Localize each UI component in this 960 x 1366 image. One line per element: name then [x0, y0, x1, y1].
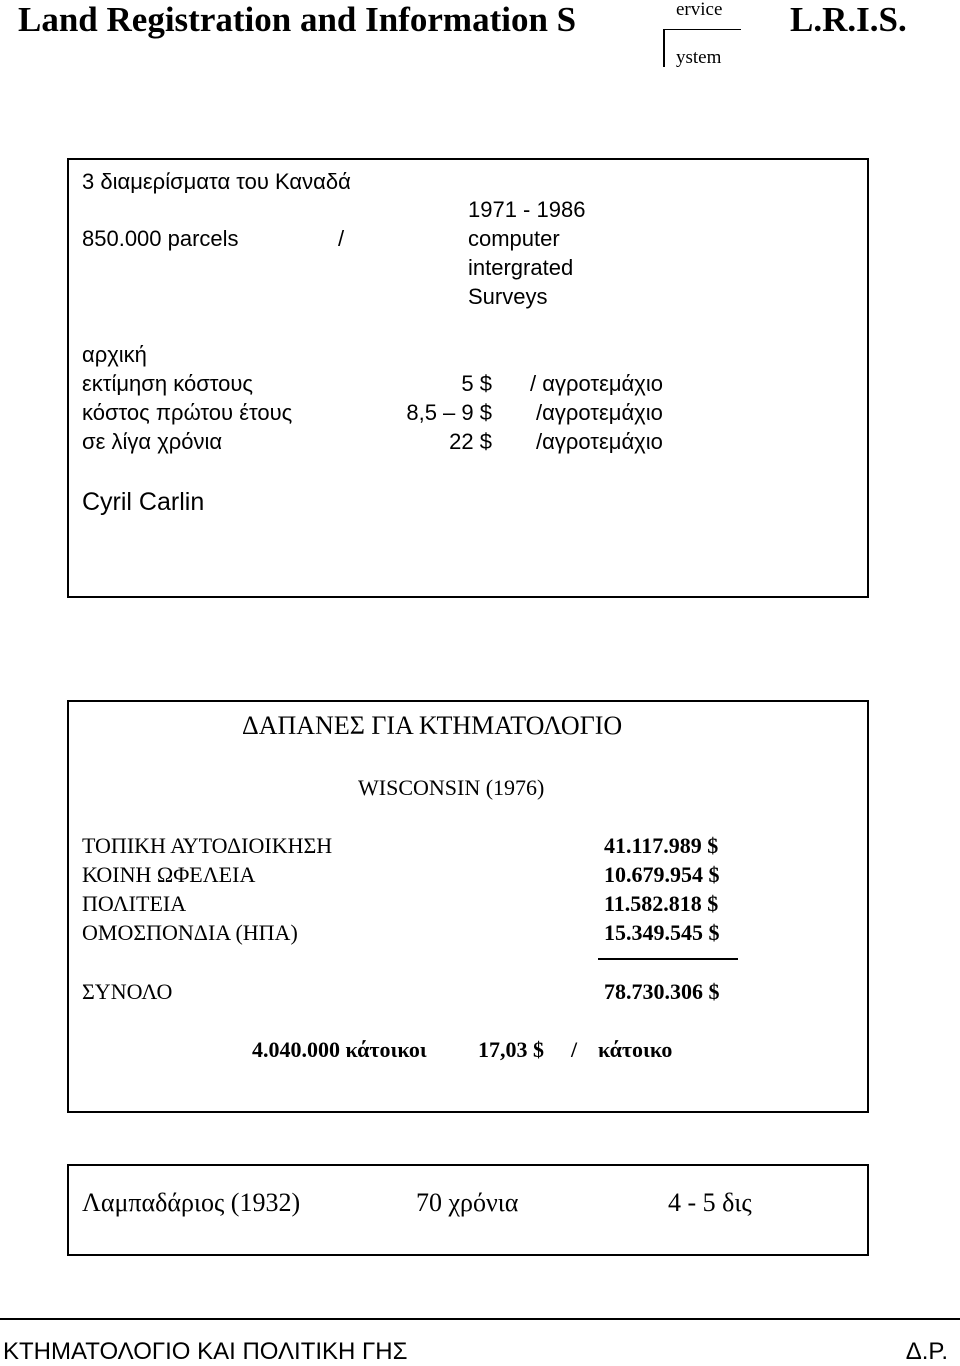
- total-label: ΣΥΝΟΛΟ: [82, 979, 173, 1004]
- cost-row-label: αρχική: [82, 342, 147, 367]
- greece-name: Λαμπαδάριος (1932): [82, 1188, 301, 1217]
- canada-years: 1971 - 1986: [468, 197, 586, 222]
- footer-left: ΚΤΗΜΑΤΟΛΟΓΙΟ ΚΑΙ ΠΟΛΙΤΙΚΗ ΓΗΣ: [3, 1338, 408, 1365]
- per-capita: 17,03 $: [478, 1037, 544, 1062]
- canada-author: Cyril Carlin: [82, 488, 205, 516]
- cost-row-amount: 22 $: [449, 429, 492, 454]
- canada-slash: /: [338, 226, 345, 251]
- header-title: Land Registration and Information S: [18, 0, 577, 39]
- expense-value: 15.349.545 $: [604, 920, 720, 945]
- greece-duration: 70 χρόνια: [416, 1188, 519, 1217]
- header-bracket-vertical: [663, 29, 665, 67]
- header-service-suffix: ervice: [676, 0, 723, 20]
- cost-row-amount: 5 $: [461, 371, 492, 396]
- footer-divider: [0, 1318, 960, 1320]
- cost-row-label: σε λίγα χρόνια: [82, 429, 223, 454]
- expense-label: ΠΟΛΙΤΕΙΑ: [82, 891, 187, 916]
- canada-line1: 3 διαμερίσματα του Καναδά: [82, 169, 351, 194]
- expense-value: 41.117.989 $: [604, 833, 719, 858]
- cost-row-unit: / αγροτεμάχιο: [530, 371, 663, 396]
- cost-row-unit: /αγροτεμάχιο: [536, 429, 663, 454]
- header-bracket-line: [663, 29, 741, 30]
- header-abbreviation: L.R.I.S.: [790, 0, 907, 39]
- canada-computer: computer: [468, 226, 560, 251]
- cost-row-label: κόστος πρώτου έτους: [82, 400, 293, 425]
- population: 4.040.000 κάτοικοι: [252, 1037, 427, 1062]
- wisconsin-subtitle: WISCONSIN (1976): [358, 775, 545, 800]
- canada-surveys: Surveys: [468, 284, 548, 309]
- canada-intergrated: intergrated: [468, 255, 574, 280]
- expense-label: ΟΜΟΣΠΟΝΔΙΑ (ΗΠΑ): [82, 920, 298, 945]
- expense-label: ΚΟΙΝΗ ΩΦΕΛΕΙΑ: [82, 862, 256, 887]
- expense-value: 10.679.954 $: [604, 862, 720, 887]
- per-capita-slash: /: [571, 1037, 578, 1062]
- cost-row-amount: 8,5 – 9 $: [406, 400, 492, 425]
- cost-row-label: εκτίμηση κόστους: [82, 371, 254, 396]
- sum-divider: [598, 958, 738, 960]
- expense-value: 11.582.818 $: [604, 891, 719, 916]
- wisconsin-box: [67, 700, 869, 1113]
- wisconsin-title: ΔΑΠΑΝΕΣ ΓΙΑ ΚΤΗΜΑΤΟΛΟΓΙΟ: [242, 711, 623, 740]
- total-value: 78.730.306 $: [604, 979, 720, 1004]
- header-system-suffix: ystem: [676, 47, 722, 68]
- greece-cost: 4 - 5 δις: [668, 1188, 752, 1217]
- expense-label: ΤΟΠΙΚΗ ΑΥΤΟΔΙΟΙΚΗΣΗ: [82, 833, 333, 858]
- canada-parcels: 850.000 parcels: [82, 226, 239, 251]
- footer-right: Δ.Ρ.: [905, 1338, 948, 1365]
- per-capita-unit: κάτοικο: [598, 1037, 673, 1062]
- cost-row-unit: /αγροτεμάχιο: [536, 400, 663, 425]
